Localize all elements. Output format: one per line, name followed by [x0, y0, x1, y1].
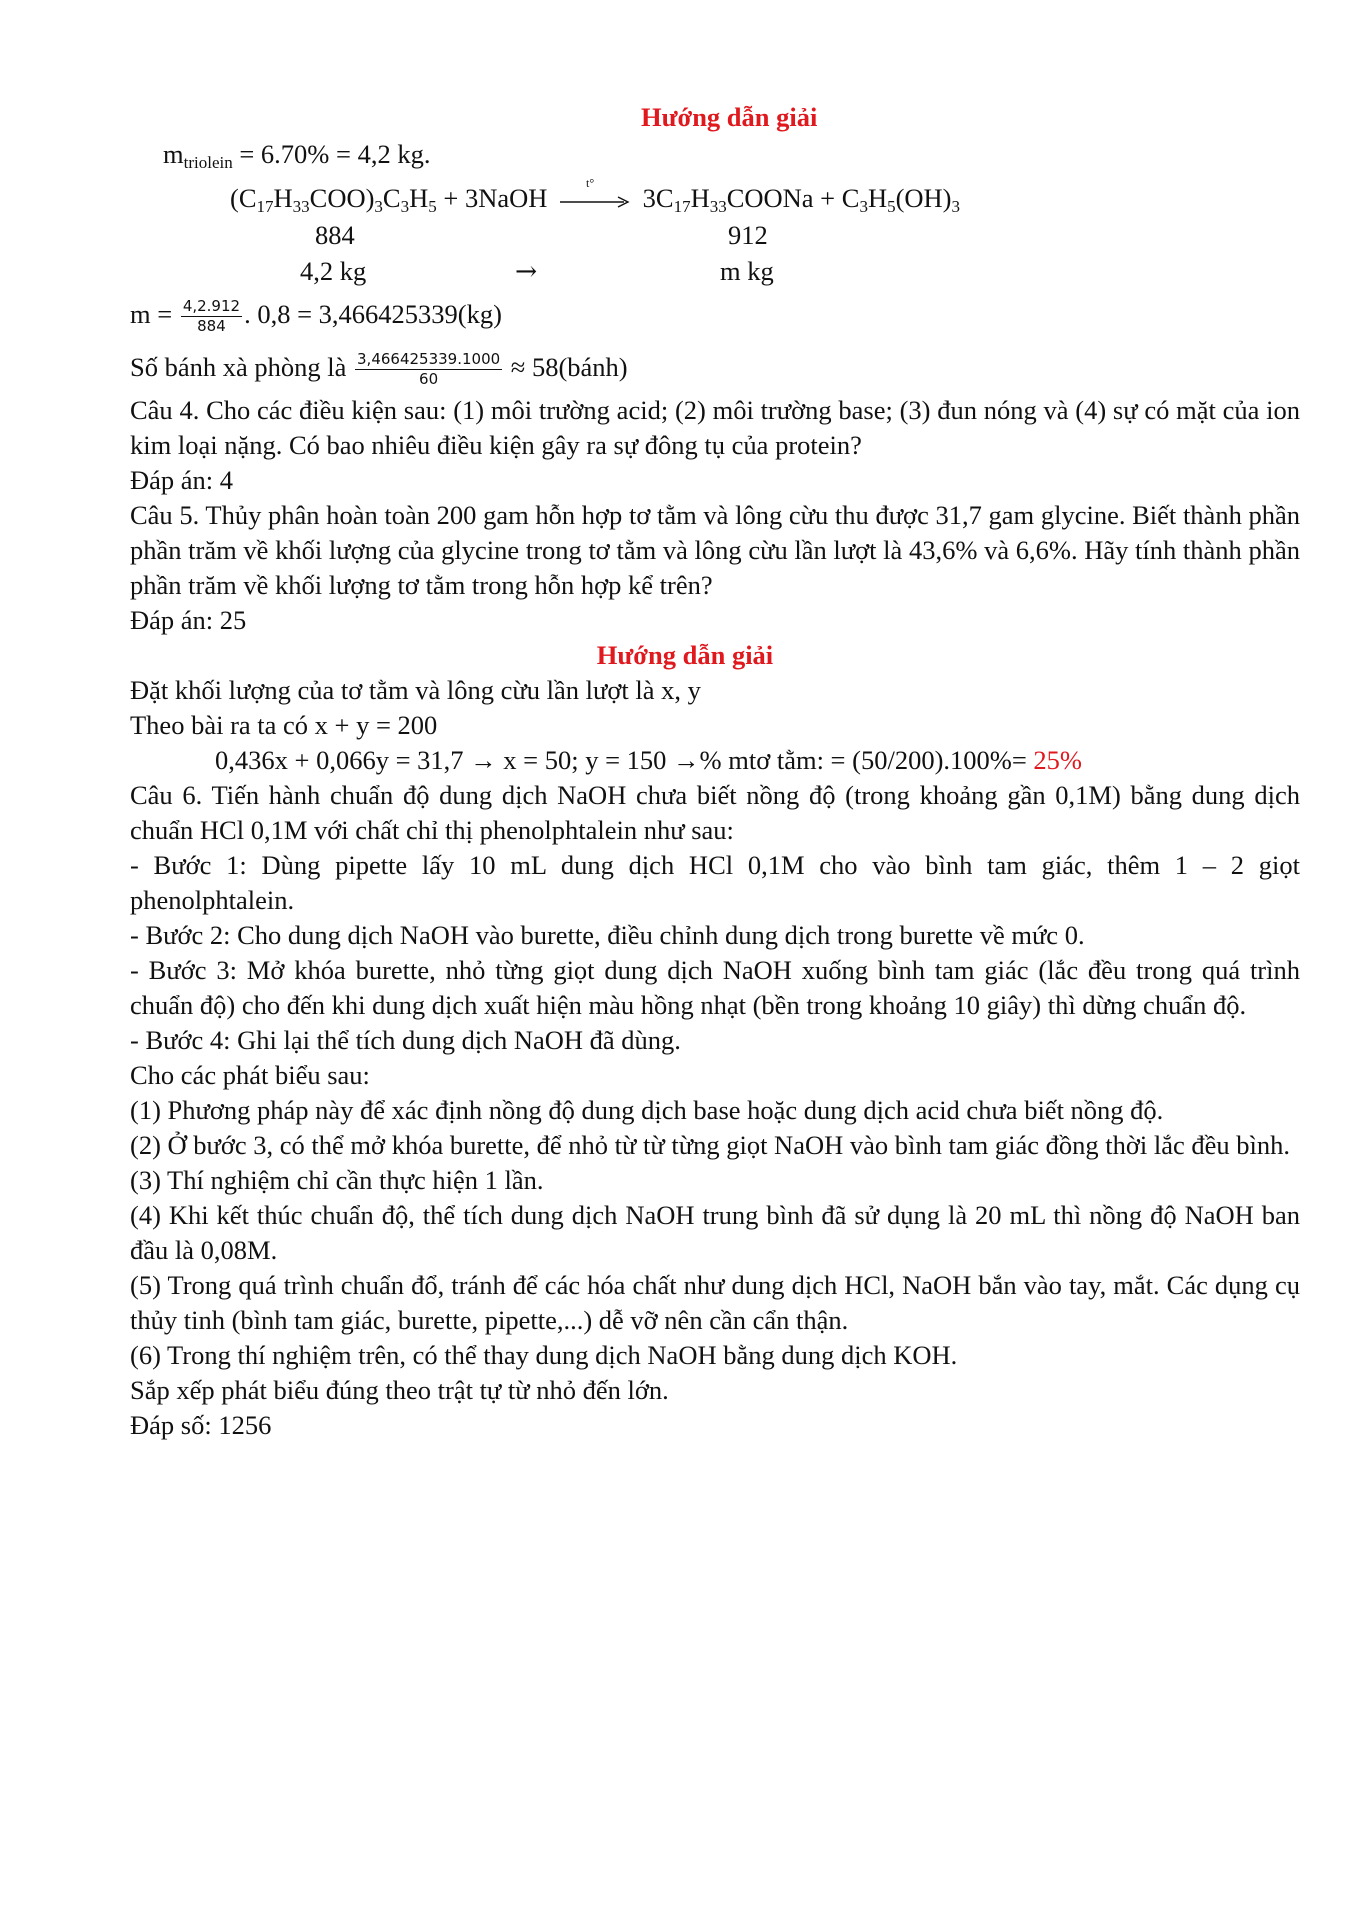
statement-4: (4) Khi kết thúc chuẩn độ, thể tích dung dịch NaOH trung bình đã sử dụng là 20 mL thì nồng độ NaOH ban đầu là 0,08M. [130, 1200, 1300, 1265]
molar-mass-reactant: 884 [315, 220, 355, 250]
question-5-answer: Đáp án: 25 [130, 605, 247, 635]
triolein-mass-line [163, 137, 430, 172]
mass-subscript: triolein [183, 153, 233, 172]
statement-1: (1) Phương pháp này để xác định nồng độ dung dịch base hoặc dung dịch acid chưa biết nồng độ. [130, 1095, 1164, 1125]
soap-calc-prefix: Số bánh xà phòng là [130, 352, 347, 382]
equation-products: $3C_{17}H_{33}COONa + C_3H_5(OH)_3$ [642, 183, 961, 216]
amount-product: m kg [720, 256, 774, 286]
question-5-solution-heading: Hướng dẫn giải [596, 640, 774, 670]
question-4: Câu 4. Cho các điều kiện sau: (1) môi trường acid; (2) môi trường base; (3) đun nóng và (4) sự có mặt của ion kim loại nặng. Có bao nhiêu điều kiện gây ra sự đông tụ của protein? [130, 395, 1300, 460]
question-6-order: Sắp xếp phát biểu đúng theo trật tự từ nhỏ đến lớn. [130, 1375, 669, 1405]
m-calc-numerator: 4,2.912 [182, 297, 241, 316]
question-6-answer: Đáp số: 1256 [130, 1410, 272, 1440]
amount-reactant: 4,2 kg [300, 256, 367, 286]
question-6-step-2: - Bước 2: Cho dung dịch NaOH vào burette, điều chỉnh dung dịch trong burette về mức 0. [130, 920, 1085, 950]
soap-calc-numerator: 3,466425339.1000 [357, 350, 501, 369]
soap-calc-fraction [355, 350, 502, 389]
question-5-solution-line-3 [130, 743, 1300, 778]
question-5-solution-line-1: Đặt khối lượng của tơ tằm và lông cừu lần lượt là x, y [130, 675, 701, 705]
m-calc-prefix: m = [130, 299, 173, 329]
question-6-intro: Cho các phát biểu sau: [130, 1060, 370, 1090]
statement-3: (3) Thí nghiệm chỉ cần thực hiện 1 lần. [130, 1165, 544, 1195]
statement-5: (5) Trong quá trình chuẩn đổ, tránh để các hóa chất như dung dịch HCl, NaOH bắn vào tay, mắt. Các dụng cụ thủy tinh (bình tam giác, burette, pipette,...) dễ vỡ nên cần cẩn thận. [130, 1270, 1300, 1335]
m-calc-denominator: 884 [197, 317, 226, 336]
statement-2: (2) Ở bước 3, có thể mở khóa burette, để nhỏ từ từ từng giọt NaOH vào bình tam giác đồng thời lắc đều bình. [130, 1130, 1290, 1160]
question-6-step-1: - Bước 1: Dùng pipette lấy 10 mL dung dịch HCl 0,1M cho vào bình tam giác, thêm 1 – 2 giọt phenolphtalein. [130, 850, 1300, 915]
question-5-result: 25% [1026, 745, 1082, 775]
question-4-5-block [130, 393, 1300, 1443]
equation-reactants: $(C_{17}H_{33}COO)_3C_3H_5$ + 3NaOH [230, 183, 548, 216]
molar-mass-product: 912 [728, 220, 768, 250]
amount-arrow: → [515, 256, 538, 287]
m-calc-result: . 0,8 = 3,466425339(kg) [244, 299, 502, 329]
mass-symbol: m [163, 139, 184, 169]
soap-calc-denominator: 60 [419, 370, 439, 389]
question-6-step-4: - Bước 4: Ghi lại thể tích dung dịch NaOH đã dùng. [130, 1025, 681, 1055]
saponification-equation [230, 175, 961, 216]
question-5: Câu 5. Thủy phân hoàn toàn 200 gam hỗn hợp tơ tằm và lông cừu thu được 31,7 gam glycine. Biết thành phần phần trăm về khối lượng của glycine trong tơ tằm và lông cừu lần lượt là 43,6% và 6,6%. Hãy tính thành phần phần trăm về khối lượng tơ tằm trong hỗn hợp kể trên? [130, 500, 1300, 600]
soap-count-calculation [130, 343, 628, 391]
reaction-arrow-icon [560, 175, 630, 211]
question-6: Câu 6. Tiến hành chuẩn độ dung dịch NaOH chưa biết nồng độ (trong khoảng gần 0,1M) bằng dung dịch chuẩn HCl 0,1M với chất chỉ thị phenolphtalein như sau: [130, 780, 1300, 845]
question-4-answer: Đáp án: 4 [130, 465, 234, 495]
statement-6: (6) Trong thí nghiệm trên, có thể thay dung dịch NaOH bằng dung dịch KOH. [130, 1340, 958, 1370]
reaction-condition: t° [586, 175, 595, 190]
m-calc-fraction [181, 297, 242, 336]
question-6-step-3: - Bước 3: Mở khóa burette, nhỏ từng giọt dung dịch NaOH xuống bình tam giác (lắc đều trong quá trình chuẩn độ) cho đến khi dung dịch xuất hiện màu hồng nhạt (bền trong khoảng 10 giây) thì dừng chuẩn độ. [130, 955, 1300, 1020]
soap-calc-result: ≈ 58(bánh) [510, 352, 628, 382]
mass-calculation [130, 290, 502, 338]
question-5-solution-text: 0,436x + 0,066y = 31,7 → x = 50; y = 150 →% mtơ tằm: = (50/200).100%= [215, 745, 1027, 775]
solution-heading: Hướng dẫn giải [641, 102, 818, 132]
question-5-solution-line-2: Theo bài ra ta có x + y = 200 [130, 710, 438, 740]
mass-value: = 6.70% = 4,2 kg. [232, 139, 431, 169]
